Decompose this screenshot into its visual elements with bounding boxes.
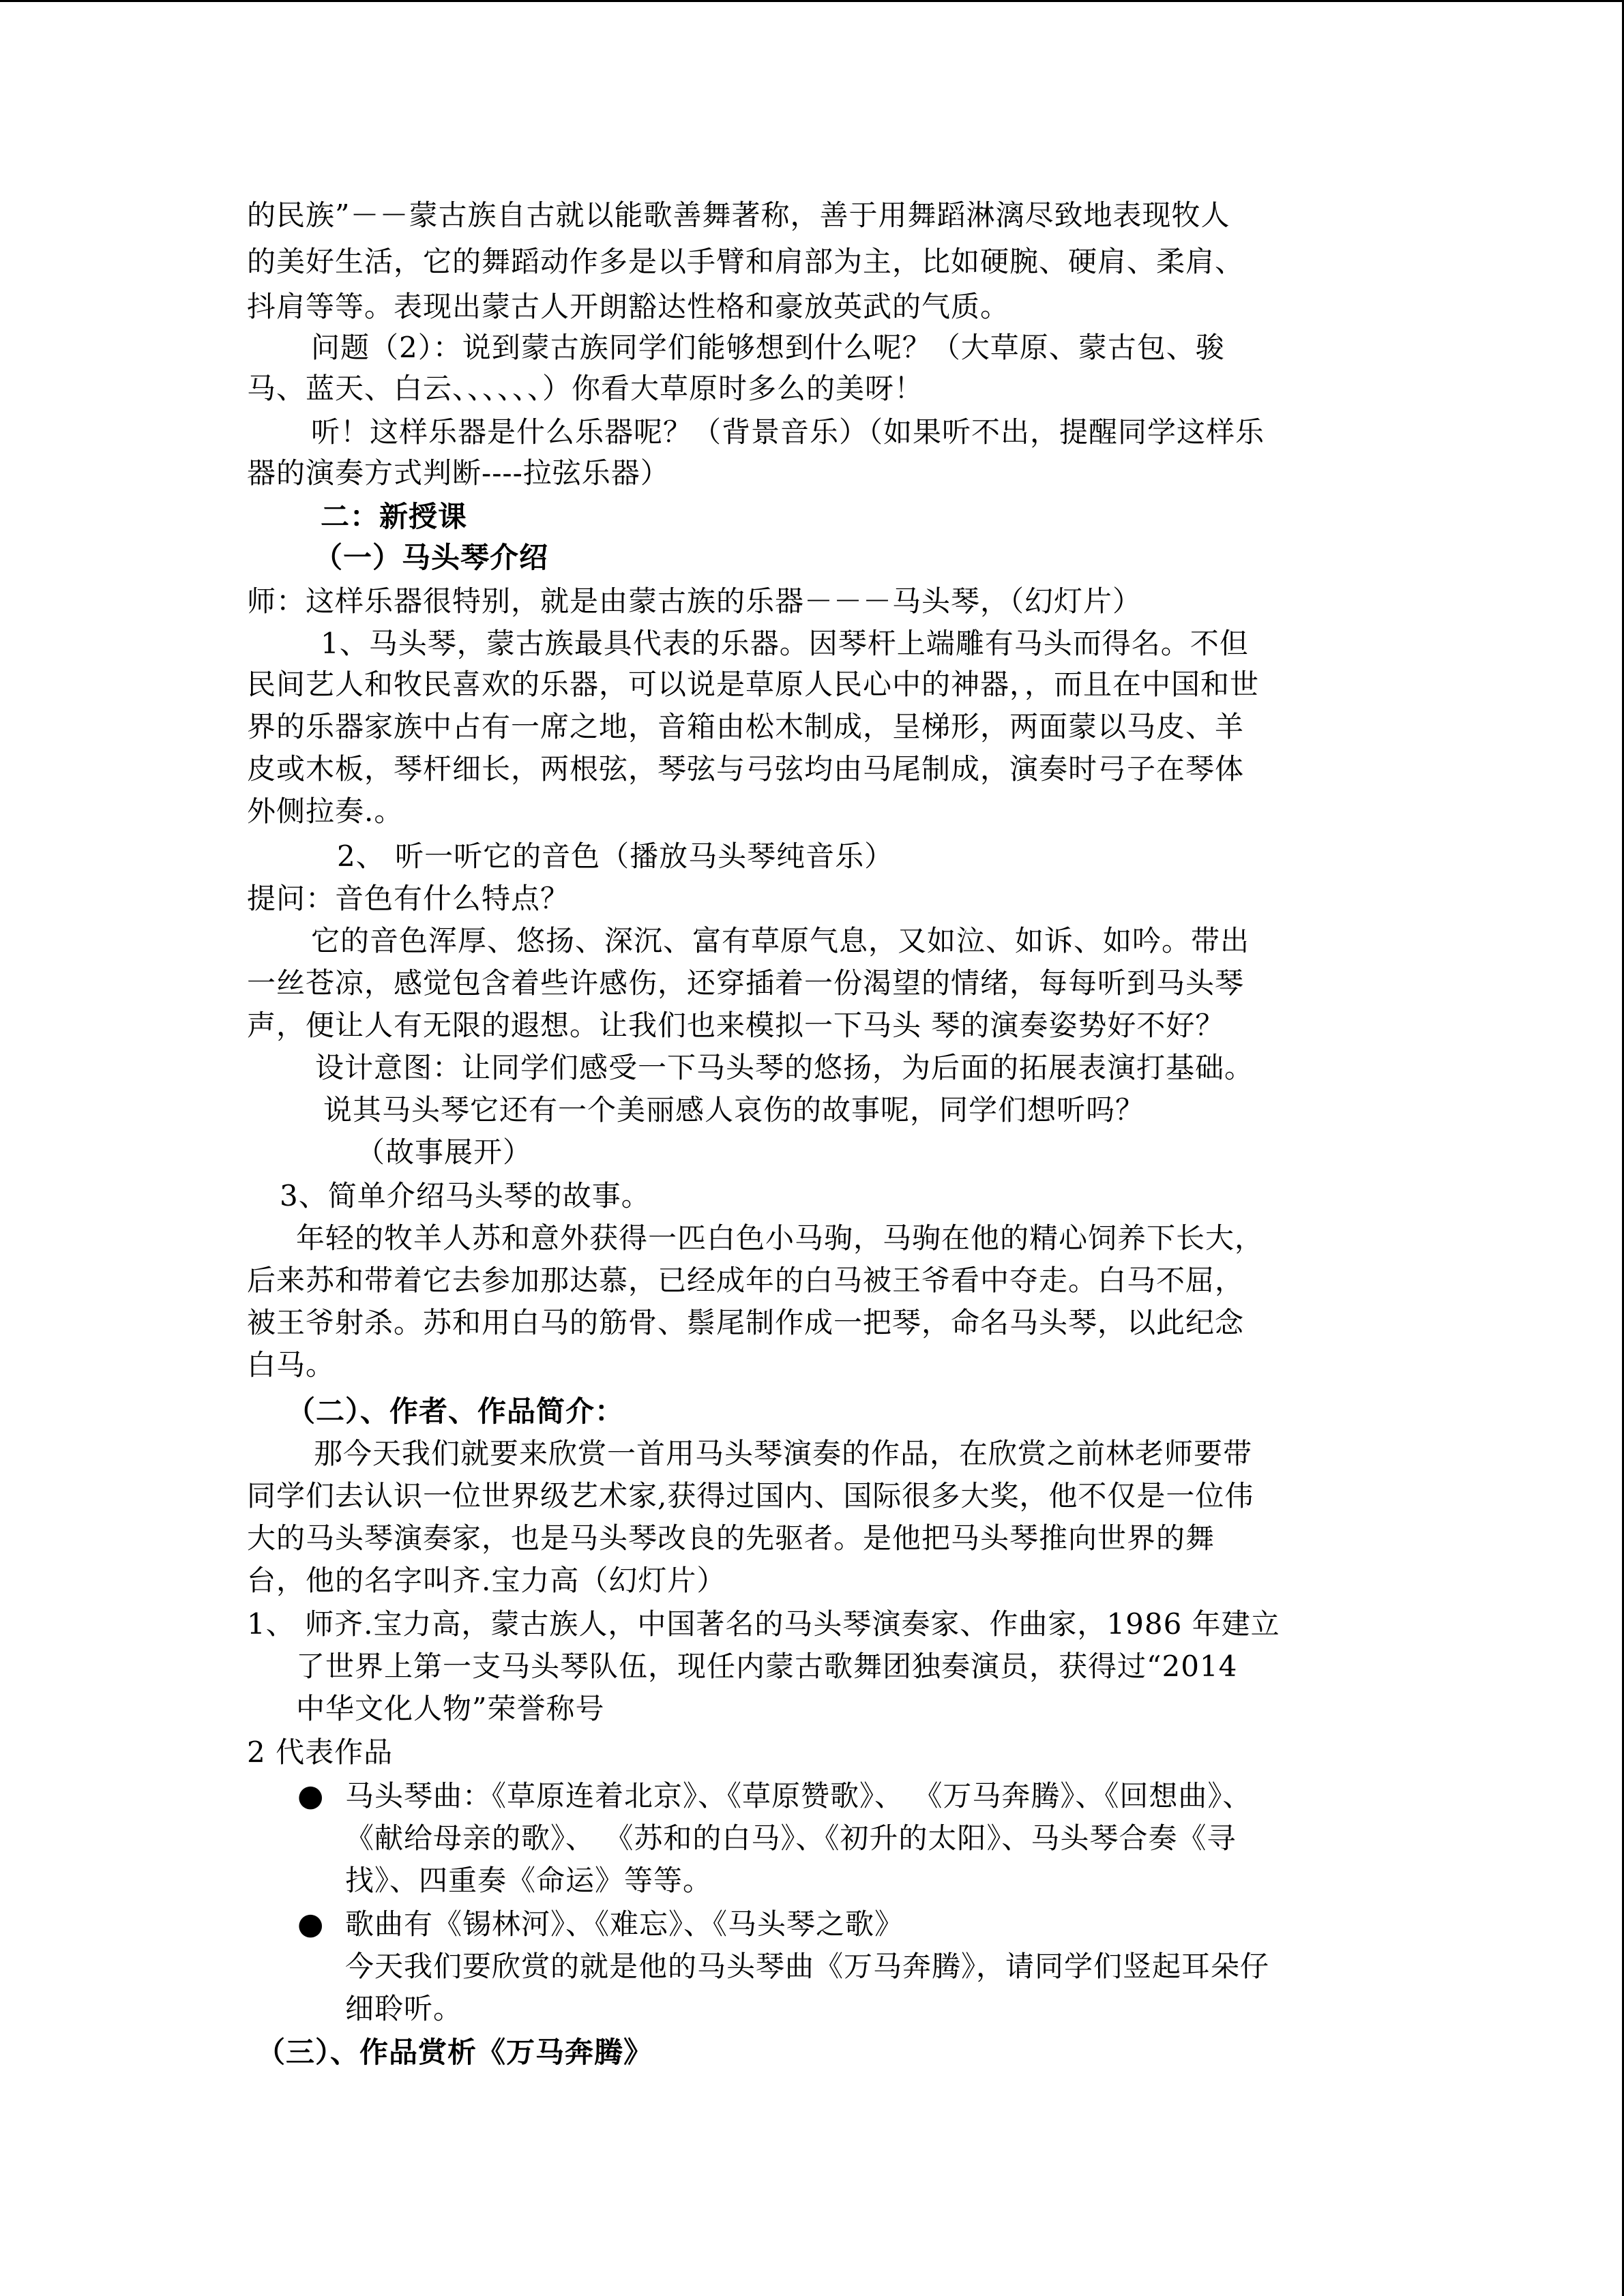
text-line: 马、蓝天、白云、、、、、、）你看大草原时多么的美呀！ (247, 372, 924, 405)
text-line: 同学们去认识一位世界级艺术家,获得过国内、国际很多大奖，他不仅是一位伟 (247, 1479, 1254, 1512)
text-line: 那今天我们就要来欣赏一首用马头琴演奏的作品，在欣赏之前林老师要带 (314, 1437, 1253, 1470)
section-heading: （一）马头琴介绍 (314, 541, 549, 574)
text-line: 听！这样乐器是什么乐器呢？（背景音乐）（如果听不出，提醒同学这样乐 (311, 415, 1265, 449)
text-line: 的美好生活，它的舞蹈动作多是以手臂和肩部为主，比如硬腕、硬肩、柔肩、 (247, 245, 1245, 278)
text-line: 皮或木板，琴杆细长，两根弦，琴弦与弓弦均由马尾制成，演奏时弓子在琴体 (247, 752, 1245, 786)
list-item-text: 马头琴曲：《草原连着北京》、《草原赞歌》、 《万马奔腾》、《回想曲》、 (345, 1779, 1252, 1813)
list-item-text: 今天我们要欣赏的就是他的马头琴曲《万马奔腾》，请同学们竖起耳朵仔 (345, 1950, 1270, 1983)
text-line: 外侧拉奏.。 (247, 794, 404, 828)
text-line: 台，他的名字叫齐.宝力高（幻灯片） (247, 1564, 726, 1597)
text-line: 器的演奏方式判断----拉弦乐器） (247, 456, 670, 490)
list-item-text: 《献给母亲的歌》、 《苏和的白马》、《初升的太阳》、马头琴合奏《寻 (345, 1821, 1237, 1855)
text-line: 声，便让人有无限的遐想。让我们也来模拟一下马头 琴的演奏姿势好不好？ (247, 1009, 1225, 1042)
text-line: 问题（2）：说到蒙古族同学们能够想到什么呢？（大草原、蒙古包、骏 (311, 331, 1225, 364)
list-item-text: 1、 师齐.宝力高，蒙古族人，中国著名的马头琴演奏家、作曲家，1986 年建立 (247, 1607, 1280, 1641)
text-line: 民间艺人和牧民喜欢的乐器，可以说是草原人民心中的神器，，而且在中国和世 (247, 668, 1260, 701)
section-heading: （三）、作品赏析《万马奔腾》 (256, 2036, 653, 2069)
text-line: （故事展开） (356, 1135, 533, 1169)
text-line: 它的音色浑厚、悠扬、深沉、富有草原气息，又如泣、如诉、如吟。带出 (311, 924, 1250, 957)
text-line: 1、马头琴，蒙古族最具代表的乐器。因琴杆上端雕有马头而得名。不但 (321, 627, 1249, 660)
text-line: 提问：音色有什么特点？ (247, 882, 570, 915)
text-line: 白马。 (247, 1348, 336, 1382)
text-line: 界的乐器家族中占有一席之地，音箱由松木制成，呈梯形，两面蒙以马皮、羊 (247, 710, 1245, 743)
text-line: 3、简单介绍马头琴的故事。 (280, 1179, 651, 1212)
text-line: 的民族”－－蒙古族自古就以能歌善舞著称，善于用舞蹈淋漓尽致地表现牧人 (247, 198, 1230, 232)
list-item-text: 细聆听。 (345, 1992, 463, 2025)
section-heading: （二）、作者、作品简介： (286, 1395, 625, 1428)
bullet-icon: ● (297, 1778, 324, 1813)
text-line: 大的马头琴演奏家，也是马头琴改良的先驱者。是他把马头琴推向世界的舞 (247, 1521, 1215, 1555)
list-item-text: 找》、四重奏《命运》等等。 (345, 1864, 713, 1897)
text-line: 2、 听一听它的音色（播放马头琴纯音乐） (337, 839, 894, 873)
text-line: 一丝苍凉，感觉包含着些许感伤，还穿插着一份渴望的情绪，每每听到马头琴 (247, 966, 1245, 1000)
text-line: 被王爷射杀。苏和用白马的筋骨、鬃尾制作成一把琴，命名马头琴，以此纪念 (247, 1306, 1245, 1339)
text-line: 师：这样乐器很特别，就是由蒙古族的乐器－－－马头琴，（幻灯片） (247, 584, 1142, 618)
text-line: 说其马头琴它还有一个美丽感人哀伤的故事呢，同学们想听吗？ (323, 1093, 1145, 1127)
section-heading: 二：新授课 (321, 500, 468, 533)
text-line: 中华文化人物”荣誉称号 (296, 1692, 605, 1725)
text-line: 设计意图：让同学们感受一下马头琴的悠扬，为后面的拓展表演打基础。 (315, 1051, 1254, 1084)
text-line: 了世界上第一支马头琴队伍，现任内蒙古歌舞团独奏演员，获得过“2014 (296, 1650, 1238, 1683)
text-line: 抖肩等等。表现出蒙古人开朗豁达性格和豪放英武的气质。 (247, 290, 1010, 323)
text-line: 年轻的牧羊人苏和意外获得一匹白色小马驹，马驹在他的精心饲养下长大， (296, 1221, 1265, 1255)
list-item-text: 歌曲有《锡林河》、《难忘》、《马头琴之歌》 (345, 1907, 904, 1941)
bullet-icon: ● (297, 1907, 324, 1941)
text-line: 后来苏和带着它去参加那达慕，已经成年的白马被王爷看中夺走。白马不屈， (247, 1264, 1245, 1297)
text-line: 2 代表作品 (247, 1735, 394, 1769)
